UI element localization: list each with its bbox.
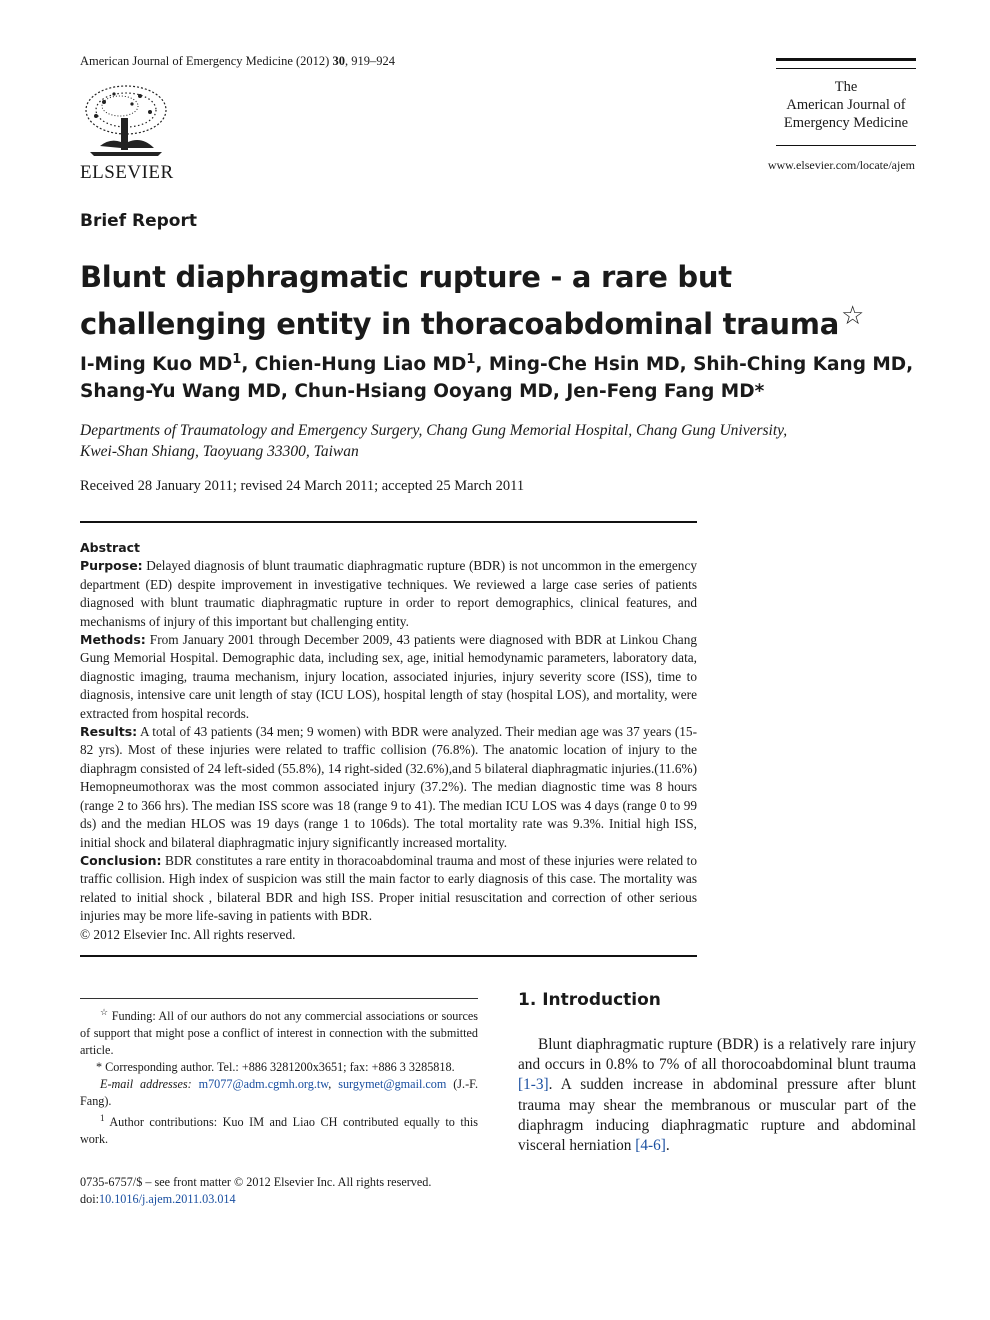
citation-link[interactable]: [4-6]: [635, 1137, 666, 1155]
issn-block: [80, 1174, 478, 1208]
author-name: I-Ming Kuo MD: [80, 354, 233, 375]
purpose-label: Purpose:: [80, 558, 143, 574]
email-separator: ,: [328, 1077, 332, 1092]
journal-name-line: American Journal of: [786, 97, 906, 113]
abstract-heading: Abstract: [80, 540, 141, 555]
funding-footnote: [80, 1004, 478, 1059]
results-label: Results:: [80, 724, 138, 740]
author-name: Ming-Che Hsin MD: [488, 354, 680, 375]
intro-text: . A sudden increase in abdominal pressure after blunt trauma may shear the membranous or muscular part of the diaphragm inducing diaphragmatic rupture and abdominal visceral herniation: [518, 1076, 916, 1155]
author-name: Chien-Hung Liao MD: [254, 354, 467, 375]
email-owner: (J.-F. Fang).: [80, 1077, 479, 1109]
abstract-copyright: © 2012 Elsevier Inc. All rights reserved.: [80, 926, 296, 942]
doi-link[interactable]: 10.1016/j.ajem.2011.03.014: [98, 1192, 236, 1206]
journal-url-link[interactable]: www.elsevier.com/locate/ajem: [767, 158, 915, 172]
footnote-rule: [80, 998, 478, 999]
article-title-text: Blunt diaphragmatic rupture - a rare but challenging entity in thoracoabdominal trauma: [80, 260, 839, 341]
affiliation-line: Kwei-Shan Shiang, Taoyuang 33300, Taiwan: [80, 443, 359, 460]
contribution-footnote: [80, 1110, 478, 1148]
journal-citation: [80, 54, 395, 69]
affiliation-line: Departments of Traumatology and Emergency Surgery, Chang Gung Memorial Hospital, Chang Gung University,: [80, 422, 788, 439]
introduction-heading: 1. Introduction: [518, 990, 661, 1010]
article-dates: Received 28 January 2011; revised 24 March 2011; accepted 25 March 2011: [80, 478, 525, 494]
conclusion-label: Conclusion:: [80, 852, 162, 868]
abstract-bottom-rule: [80, 955, 697, 957]
abstract: [80, 539, 697, 944]
funding-star-icon: ☆: [100, 1007, 109, 1017]
journal-name-line: Emergency Medicine: [783, 115, 909, 131]
abstract-purpose: [80, 557, 697, 631]
abstract-conclusion: [80, 852, 697, 926]
article-type: Brief Report: [80, 211, 197, 231]
abstract-top-rule: [80, 521, 697, 523]
journal-name: [776, 78, 916, 132]
title-footnote-star-icon[interactable]: ☆: [840, 301, 864, 331]
citation-prefix: American Journal of Emergency Medicine (2012): [80, 54, 333, 68]
email-label: E-mail addresses:: [100, 1077, 192, 1092]
purpose-text: Delayed diagnosis of blunt traumatic diaphragmatic rupture (BDR) is not uncommon in the emergency department (ED) despite improvement in investigative techniques. We reviewed a large case series of patients diagnosed with blunt traumatic diaphragmatic rupture in order to report demographics, clinical features, and mechanisms of injury of this important but challenging entity.: [80, 558, 698, 629]
email-link-1[interactable]: m7077@adm.cgmh.org.tw: [198, 1077, 329, 1092]
author-footnote-mark[interactable]: 1: [232, 352, 242, 367]
doi-label: doi:: [80, 1192, 99, 1206]
methods-text: From January 2001 through December 2009, 43 patients were diagnosed with BDR at Linkou Chang Gung Memorial Hospital. Demographic data, including sex, age, initial hemodynamic parameters, laboratory data, diagnostic imaging, trauma mechanism, injury location, associated injuries, injury severity score (ISS), time to diagnosis, intensive care unit length of stay (ICU LOS), hospital length of stay (hospital LOS), and mortality, were extracted from hospital records.: [80, 632, 697, 721]
citation-volume: 30: [332, 54, 345, 68]
intro-text: .: [665, 1137, 670, 1155]
doi-line: [80, 1191, 478, 1208]
author-line: Shang-Yu Wang MD, Chun-Hsiang Ooyang MD, Jen-Feng Fang MD*: [80, 381, 765, 402]
article-title: [80, 258, 920, 344]
author-list: [80, 346, 920, 405]
journal-rule: [776, 145, 916, 146]
journal-double-rule: [776, 58, 916, 69]
corresponding-footnote: * Corresponding author. Tel.: +886 3281200x3651; fax: +886 3 3285818.: [96, 1060, 455, 1075]
affiliation: [80, 420, 900, 462]
email-link-2[interactable]: surgymet@gmail.com: [338, 1077, 447, 1092]
citation-link[interactable]: [1-3]: [518, 1076, 549, 1094]
author-name: Shih-Ching Kang MD,: [693, 354, 914, 375]
conclusion-text: BDR constitutes a rare entity in thoracoabdominal trauma and most of these injuries were related to traffic collision. High index of suspicion was still the main factor to early diagnosis of this case. The mortality was related to initial shock , bilateral BDR and high ISS. Proper initial resuscitation and correction of other serious injuries may be more life-saving in patients with BDR.: [80, 852, 698, 924]
results-text: A total of 43 patients (34 men; 9 women) with BDR were analyzed. Their median age was 37 years (15-82 yrs). Most of these injuries were related to traffic collision (76.8%). The anatomic location of injury to the diaphragm consisted of 24 left-sided (55.8%), 14 right-sided (32.6%),and 5 bilateral diaphragmatic injuries.(11.6%) Hemopneumothorax was the most common associated injury (37.2%). The median diagnostic time was 8 hours (range 2 to 366 hrs). The median ISS score was 18 (range 9 to 41). The median ICU LOS was 4 days (range 0 to 99 ds) and the median HLOS was 19 days (range 1 to 106ds). The total mortality rate was 9.3%. Initial high ISS, initial shock and bilateral diaphragmatic injury significantly increased mortality.: [80, 724, 698, 850]
issn-line: 0735-6757/$ – see front matter © 2012 Elsevier Inc. All rights reserved.: [80, 1175, 432, 1189]
author-footnote-mark[interactable]: 1: [466, 352, 476, 367]
footnotes: [80, 1004, 478, 1148]
journal-name-line: The: [834, 79, 858, 95]
contribution-mark: 1: [100, 1113, 105, 1124]
email-footnote: [80, 1076, 478, 1110]
author-line: I-Ming Kuo $MD^1$, Chien-Hung Liao $MD^1$, Ming-Che Hsin MD, Shih-Ching Kang MD,: [80, 352, 914, 375]
publisher-name: ELSEVIER: [80, 162, 174, 183]
introduction-paragraph: [518, 1035, 916, 1156]
methods-label: Methods:: [80, 632, 146, 648]
funding-text: Funding: All of our authors do not any commercial associations or sources of support that might pose a conflict of interest in connection with the submitted article.: [80, 1009, 479, 1058]
intro-text: Blunt diaphragmatic rupture (BDR) is a relatively rare injury and occurs in 0.8% to 7% of all thorocoabdominal blunt trauma: [518, 1036, 916, 1074]
abstract-results: [80, 723, 697, 852]
abstract-methods: [80, 631, 697, 723]
citation-pages: , 919–924: [344, 54, 395, 68]
contribution-text: Author contributions: Kuo IM and Liao CH contributed equally to this work.: [80, 1115, 478, 1147]
